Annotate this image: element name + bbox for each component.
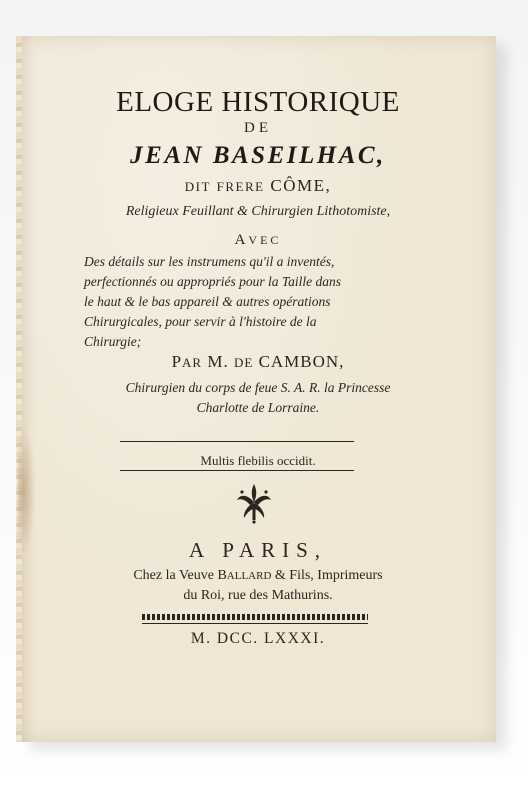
author-title-line2: Charlotte de Lorraine. [196,400,320,415]
par-m: M. [207,352,229,371]
title-de: DE [244,120,272,136]
dit-frere: FRERE [216,179,265,194]
fleuron-ornament-icon [234,482,274,524]
description-line: Des détails sur les instrumens qu'il a inventés, [84,254,335,269]
par-de: DE [233,355,254,370]
subject-alias [20,176,496,196]
subject-name: JEAN BASEILHAC, [130,142,386,169]
par-rest: AR [182,355,203,370]
author-line [20,352,496,372]
author-name: CAMBON, [258,352,345,371]
date-rule [142,623,368,624]
description-line: Chirurgie; [84,334,142,349]
par-initial: P [171,352,183,371]
title-page [20,36,496,742]
top-rule [120,441,354,442]
avec-initial: A [234,232,249,248]
subject-profession: Religieux Feuillant & Chirurgien Lithotomiste, [125,204,391,219]
page-stain [18,426,36,556]
publisher-line1 [20,568,496,584]
description-line: le haut & le bas appareil & autres opérations [84,294,331,309]
dit-prefix: DIT [184,179,211,194]
place-of-publication: A PARIS, [188,538,328,562]
avec-line [20,232,496,249]
ornamental-band [142,614,368,620]
publisher-line2: du Roi, rue des Mathurins. [183,588,333,603]
avec-rest: VEC [248,233,282,247]
bottom-rule [120,470,354,471]
dit-name: CÔME, [270,176,332,195]
book-title: ELOGE HISTORIQUE [116,86,400,118]
publisher-pre: Chez la Veuve B [133,568,227,583]
publication-date: M. DCC. LXXXI. [190,630,326,647]
description-paragraph [84,252,440,352]
description-line: perfectionnés ou appropriés pour la Taille dans [84,274,342,289]
publisher-smallcaps: ALLARD [226,570,272,582]
author-title-line1: Chirurgien du corps de feue S. A. R. la Princesse [125,380,391,395]
publisher-post: & Fils, Imprimeurs [274,568,383,583]
epigraph: Multis flebilis occidit. [200,453,316,468]
description-line: Chirurgicales, pour servir à l'histoire de la [84,314,317,329]
